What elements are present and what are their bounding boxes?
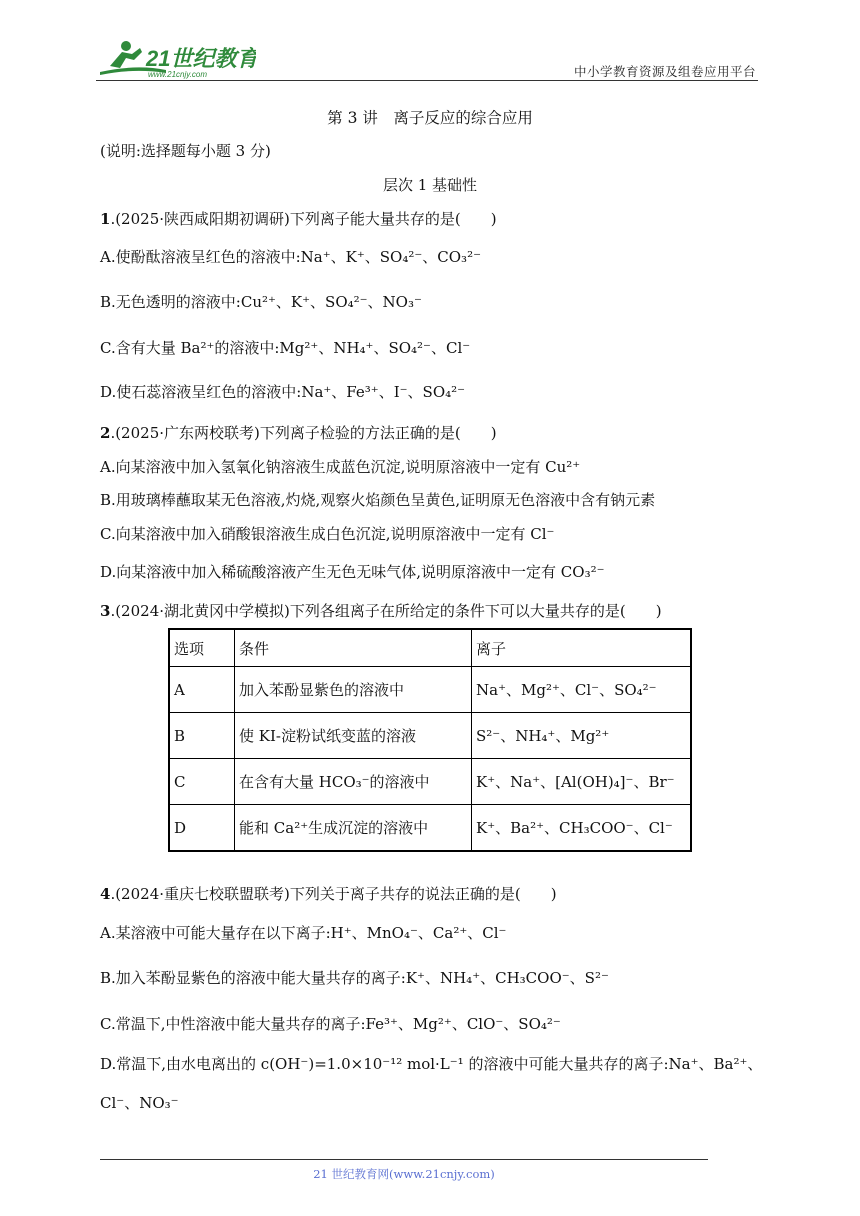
table-cell: S²⁻、NH₄⁺、Mg²⁺ (472, 713, 692, 759)
question-1-stem: 1.(2025·陕西咸阳期初调研)下列离子能大量共存的是( ) (100, 210, 497, 228)
header-divider (96, 80, 758, 81)
question-2-option-d: D.向某溶液中加入稀硫酸溶液产生无色无味气体,说明原溶液中一定有 CO₃²⁻ (100, 563, 605, 581)
question-1-option-b: B.无色透明的溶液中:Cu²⁺、K⁺、SO₄²⁻、NO₃⁻ (100, 293, 422, 311)
options-table (168, 628, 692, 852)
site-logo (96, 36, 256, 80)
table-row (169, 667, 691, 713)
section-heading: 层次 1 基础性 (382, 176, 478, 194)
question-number: 4 (100, 885, 111, 903)
question-4-option-b: B.加入苯酚显紫色的溶液中能大量共存的离子:K⁺、NH₄⁺、CH₃COO⁻、S²⁻ (100, 969, 609, 987)
table-row (169, 805, 691, 852)
table-cell: A (169, 667, 235, 713)
question-1-option-d: D.使石蕊溶液呈红色的溶液中:Na⁺、Fe³⁺、I⁻、SO₄²⁻ (100, 383, 466, 401)
logo-url: www.21cnjy.com (148, 70, 207, 79)
table-header-row (169, 629, 691, 667)
question-4-option-d-continued: Cl⁻、NO₃⁻ (100, 1094, 179, 1112)
table-cell: D (169, 805, 235, 852)
table-cell: 使 KI-淀粉试纸变蓝的溶液 (235, 713, 472, 759)
question-2-option-a: A.向某溶液中加入氢氧化钠溶液生成蓝色沉淀,说明原溶液中一定有 Cu²⁺ (100, 458, 581, 476)
table-row (169, 713, 691, 759)
table-cell: C (169, 759, 235, 805)
table-header-cell: 选项 (169, 629, 235, 667)
question-4-option-c: C.常温下,中性溶液中能大量共存的离子:Fe³⁺、Mg²⁺、ClO⁻、SO₄²⁻ (100, 1015, 561, 1033)
table-cell: 加入苯酚显紫色的溶液中 (235, 667, 472, 713)
logo-text: 21世纪教育 (146, 46, 256, 71)
platform-name: 中小学教育资源及组卷应用平台 (573, 64, 756, 79)
table-cell: B (169, 713, 235, 759)
question-2-stem: 2.(2025·广东两校联考)下列离子检验的方法正确的是( ) (100, 424, 497, 442)
footer-text: 21 世纪教育网(www.21cnjy.com) (313, 1167, 495, 1181)
table-header-cell: 离子 (472, 629, 692, 667)
table-cell: Na⁺、Mg²⁺、Cl⁻、SO₄²⁻ (472, 667, 692, 713)
question-2-option-c: C.向某溶液中加入硝酸银溶液生成白色沉淀,说明原溶液中一定有 Cl⁻ (100, 525, 555, 543)
question-1-option-c: C.含有大量 Ba²⁺的溶液中:Mg²⁺、NH₄⁺、SO₄²⁻、Cl⁻ (100, 339, 471, 357)
footer-divider (100, 1159, 708, 1160)
table-header-cell: 条件 (235, 629, 472, 667)
question-4-stem: 4.(2024·重庆七校联盟联考)下列关于离子共存的说法正确的是( ) (100, 885, 557, 903)
question-number: 2 (100, 424, 111, 442)
question-2-option-b: B.用玻璃棒蘸取某无色溶液,灼烧,观察火焰颜色呈黄色,证明原无色溶液中含有钠元素 (100, 491, 656, 509)
table-cell: K⁺、Ba²⁺、CH₃COO⁻、Cl⁻ (472, 805, 692, 852)
table-cell: 在含有大量 HCO₃⁻的溶液中 (235, 759, 472, 805)
question-number: 3 (100, 602, 111, 620)
question-3-stem: 3.(2024·湖北黄冈中学模拟)下列各组离子在所给定的条件下可以大量共存的是( ) (100, 602, 662, 620)
table-row (169, 759, 691, 805)
table-cell: K⁺、Na⁺、[Al(OH)₄]⁻、Br⁻ (472, 759, 692, 805)
table-cell: 能和 Ca²⁺生成沉淀的溶液中 (235, 805, 472, 852)
question-4-option-a: A.某溶液中可能大量存在以下离子:H⁺、MnO₄⁻、Ca²⁺、Cl⁻ (100, 924, 507, 942)
instructions-note: (说明:选择题每小题 3 分) (100, 142, 271, 160)
question-4-option-d: D.常温下,由水电离出的 c(OH⁻)=1.0×10⁻¹² mol·L⁻¹ 的溶液中可能大量共存的离子:Na⁺、Ba²⁺、 (100, 1055, 763, 1073)
lesson-title: 第 3 讲 离子反应的综合应用 (327, 109, 533, 127)
question-number: 1 (100, 210, 111, 228)
question-1-option-a: A.使酚酞溶液呈红色的溶液中:Na⁺、K⁺、SO₄²⁻、CO₃²⁻ (100, 248, 482, 266)
